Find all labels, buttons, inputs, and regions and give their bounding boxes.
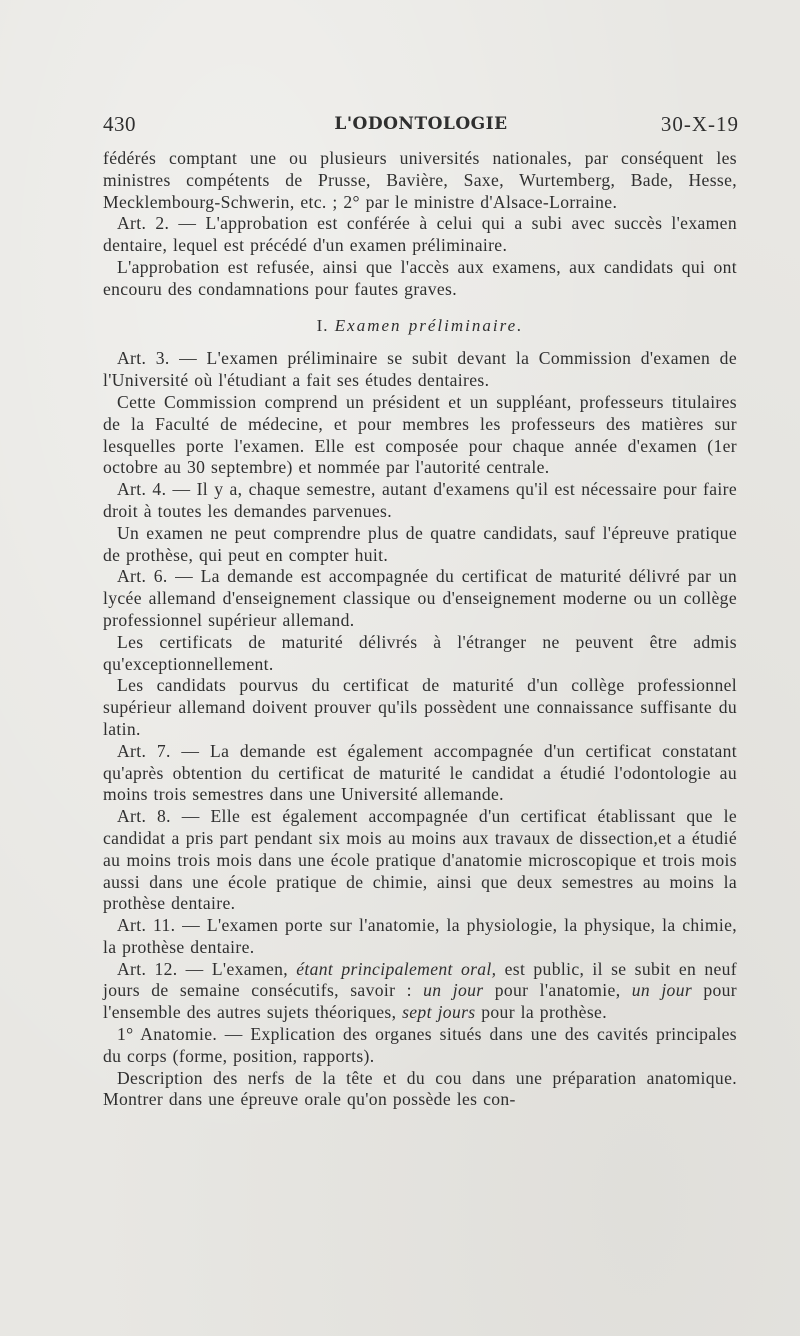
issue-date: 30-X-19 [660, 112, 739, 136]
article-body [103, 148, 737, 1111]
page-number: 430 [103, 112, 136, 136]
emphasis: un jour [631, 980, 693, 1001]
paragraph: Les certificats de maturité délivrés à l'étranger ne peuvent être admis qu'exceptionnellement. [103, 631, 737, 674]
section-heading [103, 315, 737, 337]
paragraph-art-2: Art. 2. — L'approbation est conférée à celui qui a subi avec succès l'examen dentaire, lequel est précédé d'un examen préliminaire. [103, 213, 737, 256]
paragraph-art-4: Art. 4. — Il y a, chaque semestre, autant d'examens qu'il est nécessaire pour faire droit à toutes les demandes parvenues. [103, 479, 737, 521]
paragraph-art-7: Art. 7. — La demande est également accompagnée d'un certificat constatant qu'après obtention du certificat de maturité le candidat a étudié l'odontologie au moins trois semestres dans une Université allemande. [103, 740, 737, 805]
paragraph: fédérés comptant une ou plusieurs universités nationales, par conséquent les ministres compétents de Prusse, Bavière, Saxe, Wurtemberg, Bade, Hesse, Mecklembourg-Schwerin, etc. ; 2° par le ministre d'Alsace-Lorraine. [103, 148, 737, 212]
text-run: est public, il se subit en neuf jours de semaine consécutifs, savoir : [103, 958, 737, 1001]
paragraph: L'approbation est refusée, ainsi que l'accès aux examens, aux candidats qui ont encouru des condamnations pour fautes graves. [103, 256, 737, 299]
running-title: L'ODONTOLOGIE [334, 114, 508, 134]
emphasis: étant principalement oral, [296, 958, 497, 979]
section-number: I. [316, 315, 329, 335]
emphasis: un jour [423, 980, 484, 1001]
section-title: Examen préliminaire. [334, 315, 524, 335]
text-run: pour l'ensemble des autres sujets théoriques, [103, 980, 737, 1023]
text-run: pour la prothèse. [475, 1002, 607, 1023]
paragraph: Cette Commission comprend un président et un suppléant, professeurs titulaires de la Faculté de médecine, et pour membres les professeurs des matières sur lesquelles porte l'examen. Elle est composée pour chaque année d'examen (1er octobre au 30 septembre) et nommée par l'autorité centrale. [103, 391, 737, 478]
text-run: pour l'anatomie, [483, 980, 632, 1001]
page-header [103, 112, 739, 142]
paragraph-art-6: Art. 6. — La demande est accompagnée du certificat de maturité délivré par un lycée allemand d'enseignement classique ou d'enseignement moderne ou un collège professionnel supérieur allemand. [103, 566, 737, 630]
emphasis: sept jours [402, 1002, 476, 1023]
paragraph: Un examen ne peut comprendre plus de quatre candidats, sauf l'épreuve pratique de prothèse, qui peut en compter huit. [103, 522, 737, 565]
paragraph-art-8: Art. 8. — Elle est également accompagnée d'un certificat établissant que le candidat a pris part pendant six mois au moins aux travaux de dissection,et a étudié au moins trois mois dans une école pratique d'anatomie microscopique et trois mois aussi dans une école pratique de chimie, ainsi que deux semestres au moins la prothèse dentaire. [103, 806, 737, 914]
paragraph: Les candidats pourvus du certificat de maturité d'un collège professionnel supérieur allemand doivent prouver qu'ils possèdent une connaissance suffisante du latin. [103, 675, 737, 739]
paragraph-art-12 [103, 959, 737, 1024]
text-run: Art. 12. — L'examen, [117, 958, 297, 979]
paragraph-art-11: Art. 11. — L'examen porte sur l'anatomie, la physiologie, la physique, la chimie, la prothèse dentaire. [103, 915, 737, 957]
paragraph-art-3: Art. 3. — L'examen préliminaire se subit devant la Commission d'examen de l'Université où l'étudiant a fait ses études dentaires. [103, 348, 737, 391]
paragraph: Description des nerfs de la tête et du cou dans une préparation anatomique. Montrer dans une épreuve orale qu'on possède les con- [103, 1067, 737, 1110]
paragraph: 1° Anatomie. — Explication des organes situés dans une des cavités principales du corps (forme, position, rapports). [103, 1024, 737, 1066]
